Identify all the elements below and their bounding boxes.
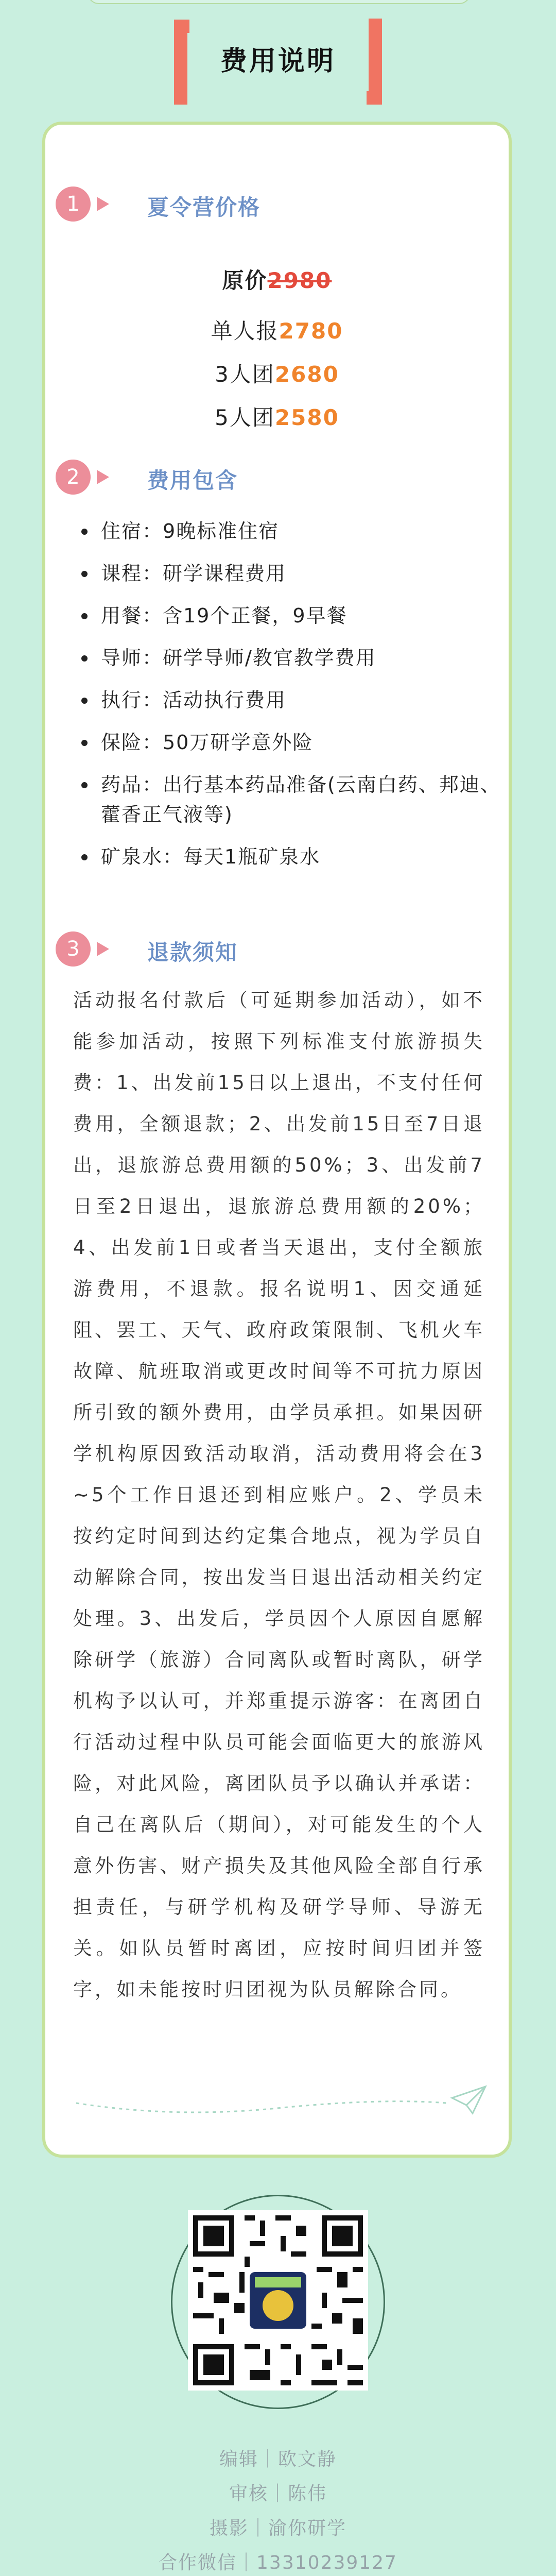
original-price-label: 原价	[222, 268, 268, 293]
refund-text: 活动报名付款后（可延期参加活动），如不能参加活动，按照下列标准支付旅游损失费：1、出发前15日以上退出，不支付任何费用，全额退款；2、出发前15日至7日退出，退旅游总费用额的50%；3、出发前7日至2日退出，退旅游总费用额的20%；4、出发前1日或者当天退出，支付全额旅游费用，不退款。报名说明1、因交通延阻、罢工、天气、政府政策限制、飞机火车故障、航班取消或更改时间等不可抗力原因所引致的额外费用，由学员承担。如果因研学机构原因致活动取消，活动费用将会在3~5个工作日退还到相应账户。2、学员未按约定时间到达约定集合地点，视为学员自动解除合同，按出发当日退出活动相关约定处理。3、出发后，学员因个人原因自愿解除研学（旅游）合同离队或暂时离队，研学机构予以认可，并郑重提示游客：在离团自行活动过程中队员可能会面临更大的旅游风险，对此风险，离团队员予以确认并承诺：自己在离队后（期间），对可能发生的个人意外伤害、财产损失及其他风险全部自行承担责任，与研学机构及研学导师、导游无关。如队员暂时离团，应按时间归团并签字，如未能按时归团视为队员解除合同。	[73, 989, 485, 2001]
page-title: 费用说明	[220, 46, 336, 77]
list-item: 保险：50万研学意外险	[81, 727, 503, 757]
section-title: 退款须知	[147, 940, 238, 965]
original-price-value: 2980	[267, 268, 332, 293]
original-price-row	[45, 264, 509, 295]
price-row	[45, 314, 509, 345]
top-arc-decoration	[88, 0, 471, 4]
paper-plane-icon	[71, 2082, 493, 2119]
triangle-pointer-icon	[97, 197, 109, 211]
footer-reviewer: 审核｜陈伟	[229, 2483, 327, 2504]
triangle-pointer-icon	[97, 942, 109, 956]
list-item: 用餐：含19个正餐，9早餐	[81, 601, 503, 631]
list-item: 导师：研学导师/教官教学费用	[81, 643, 503, 673]
section-title: 夏令营价格	[147, 195, 261, 220]
list-item: 课程：研学课程费用	[81, 558, 503, 588]
price-value: 2780	[279, 318, 343, 344]
price-row	[45, 358, 509, 388]
price-label: 5人团	[215, 405, 275, 430]
qr-code-icon[interactable]	[188, 2210, 368, 2391]
footer-wechat: 合作微信｜13310239127	[159, 2552, 397, 2573]
section-title: 费用包含	[147, 468, 238, 493]
list-item: 住宿：9晚标准住宿	[81, 516, 503, 546]
price-value: 2580	[274, 405, 339, 430]
include-list	[81, 516, 503, 884]
fee-card	[42, 122, 512, 2158]
footer-editor: 编辑｜欧文静	[219, 2449, 337, 2470]
section-number-badge: 2	[56, 460, 91, 495]
list-item: 矿泉水：每天1瓶矿泉水	[81, 842, 503, 872]
triangle-pointer-icon	[97, 470, 109, 484]
price-label: 单人报	[211, 318, 279, 344]
section-number-badge: 3	[56, 931, 91, 967]
list-item: 药品：出行基本药品准备(云南白药、邦迪、藿香正气液等)	[81, 770, 503, 829]
section-number-badge: 1	[56, 187, 91, 222]
price-label: 3人团	[215, 362, 275, 387]
list-item: 执行：活动执行费用	[81, 685, 503, 715]
price-value: 2680	[274, 362, 339, 387]
section-header	[0, 14, 556, 112]
footer-photographer: 摄影｜渝你研学	[209, 2518, 346, 2539]
price-row	[45, 401, 509, 432]
